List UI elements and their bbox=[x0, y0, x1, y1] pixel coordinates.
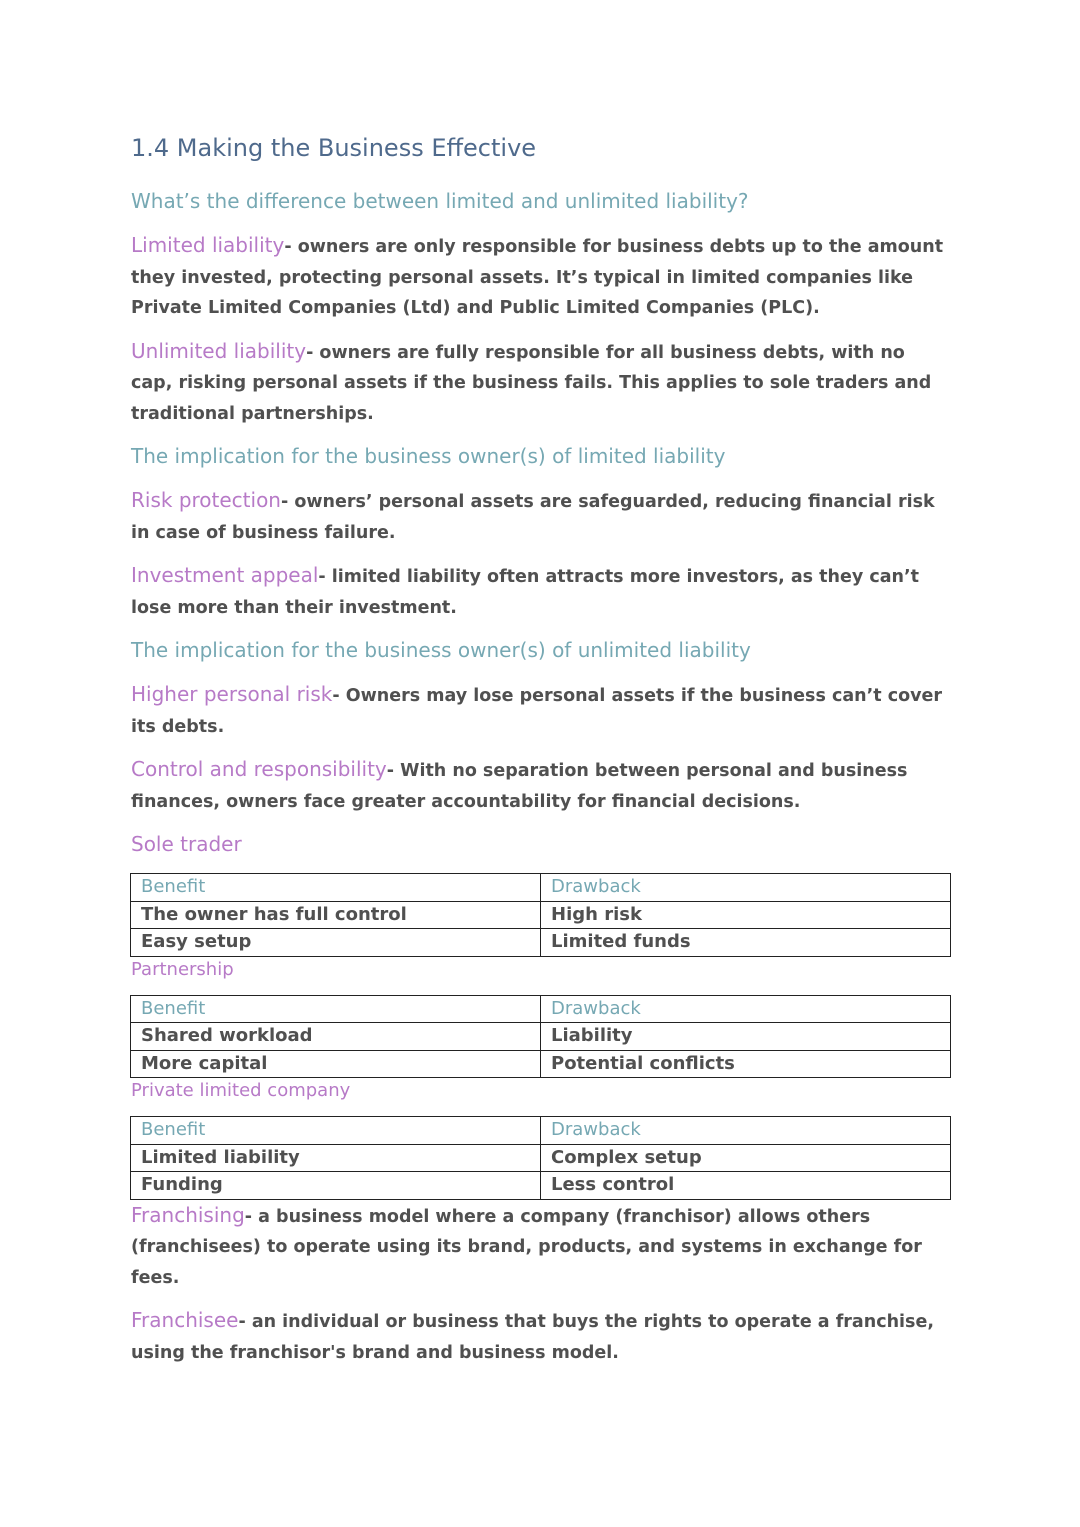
higher-risk-definition bbox=[131, 679, 951, 742]
table-row bbox=[131, 1172, 951, 1200]
investment-appeal-definition bbox=[131, 560, 951, 623]
term-limited-liability: Limited liability bbox=[131, 233, 285, 257]
term-investment-appeal: Investment appeal bbox=[131, 563, 319, 587]
unlimited-liability-definition bbox=[131, 336, 951, 430]
term-higher-personal-risk: Higher personal risk bbox=[131, 682, 333, 706]
drawback-cell: Less control bbox=[541, 1172, 951, 1200]
term-franchisee: Franchisee bbox=[131, 1308, 239, 1332]
benefit-cell: More capital bbox=[131, 1050, 541, 1078]
definition-text: - a business model where a company (franchisor) allows others (franchisees) to operate using its brand, products, and systems in exchange for fees. bbox=[131, 1206, 922, 1288]
benefit-cell: The owner has full control bbox=[131, 901, 541, 929]
risk-protection-definition bbox=[131, 485, 951, 548]
franchising-definition bbox=[131, 1200, 951, 1294]
definition-text: - owners are only responsible for business debts up to the amount they invested, protecting personal assets. It’s typical in limited companies like Private Limited Companies (Ltd) and Public Limited Companies (PLC). bbox=[131, 237, 944, 318]
control-responsibility-definition bbox=[131, 754, 951, 817]
drawback-cell: Potential conflicts bbox=[541, 1050, 951, 1078]
term-control-responsibility: Control and responsibility bbox=[131, 757, 387, 781]
sole-trader-heading: Sole trader bbox=[131, 832, 242, 856]
drawback-header: Drawback bbox=[541, 874, 951, 902]
private-limited-company-heading: Private limited company bbox=[131, 1080, 351, 1101]
definition-text: - limited liability often attracts more investors, as they can’t lose more than their investment. bbox=[131, 567, 920, 618]
sole-trader-table bbox=[130, 873, 951, 957]
definition-text: - an individual or business that buys the rights to operate a franchise, using the franchisor's brand and business model. bbox=[131, 1312, 934, 1363]
unlimited-implication-heading: The implication for the business owner(s) of unlimited liability bbox=[131, 638, 751, 662]
partnership-table bbox=[130, 995, 951, 1079]
definition-text: - Owners may lose personal assets if the business can’t cover its debts. bbox=[131, 686, 943, 737]
term-risk-protection: Risk protection bbox=[131, 488, 281, 512]
drawback-header: Drawback bbox=[541, 1117, 951, 1145]
liability-question-heading: What’s the difference between limited and unlimited liability? bbox=[131, 189, 749, 213]
benefit-cell: Shared workload bbox=[131, 1023, 541, 1051]
drawback-header: Drawback bbox=[541, 995, 951, 1023]
table-header-row bbox=[131, 995, 951, 1023]
table-row bbox=[131, 901, 951, 929]
benefit-header: Benefit bbox=[131, 874, 541, 902]
table-row bbox=[131, 1050, 951, 1078]
definition-text: - With no separation between personal and business finances, owners face greater accountability for financial decisions. bbox=[131, 761, 908, 812]
drawback-cell: Limited funds bbox=[541, 929, 951, 957]
benefit-cell: Easy setup bbox=[131, 929, 541, 957]
drawback-cell: High risk bbox=[541, 901, 951, 929]
term-franchising: Franchising bbox=[131, 1202, 245, 1227]
limited-liability-definition bbox=[131, 230, 951, 324]
partnership-heading: Partnership bbox=[131, 958, 234, 980]
definition-text: - owners’ personal assets are safeguarded, reducing financial risk in case of business failure. bbox=[131, 492, 935, 543]
table-row bbox=[131, 1023, 951, 1051]
table-row bbox=[131, 1144, 951, 1172]
table-header-row bbox=[131, 1117, 951, 1145]
limited-implication-heading: The implication for the business owner(s) of limited liability bbox=[131, 444, 726, 468]
franchisee-definition bbox=[131, 1305, 951, 1368]
benefit-header: Benefit bbox=[131, 995, 541, 1023]
drawback-cell: Complex setup bbox=[541, 1144, 951, 1172]
document-page bbox=[131, 130, 951, 1380]
page-title: 1.4 Making the Business Effective bbox=[131, 134, 537, 162]
definition-text: - owners are fully responsible for all business debts, with no cap, risking personal assets if the business fails. This applies to sole traders and traditional partnerships. bbox=[131, 342, 932, 424]
private-limited-company-table bbox=[130, 1116, 951, 1200]
benefit-cell: Funding bbox=[131, 1172, 541, 1200]
drawback-cell: Liability bbox=[541, 1023, 951, 1051]
term-unlimited-liability: Unlimited liability bbox=[131, 338, 307, 363]
table-header-row bbox=[131, 874, 951, 902]
benefit-cell: Limited liability bbox=[131, 1144, 541, 1172]
table-row bbox=[131, 929, 951, 957]
benefit-header: Benefit bbox=[131, 1117, 541, 1145]
